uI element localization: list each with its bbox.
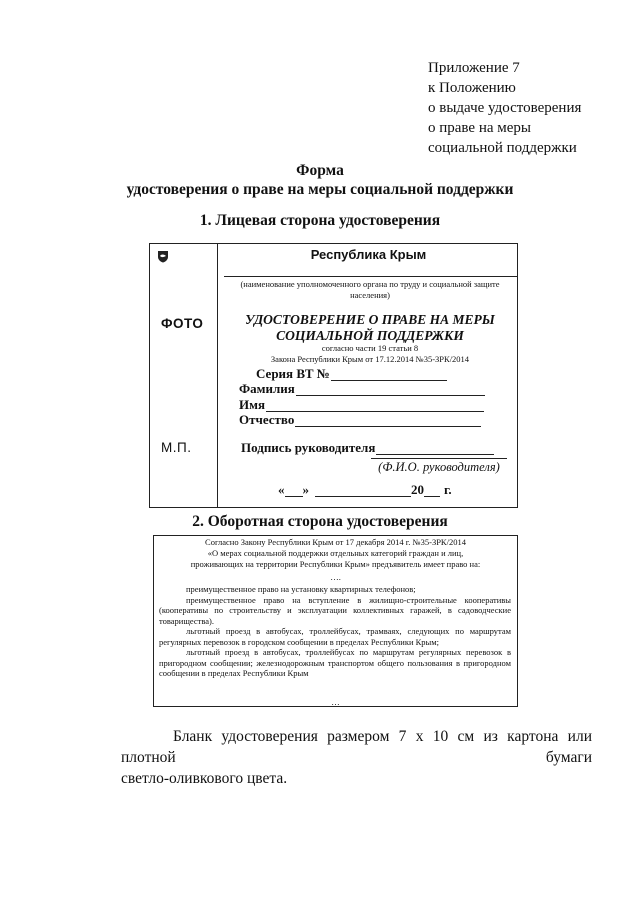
rights-list [159, 584, 511, 679]
appendix-line: социальной поддержки [428, 140, 577, 156]
legal-basis-line: Закона Республики Крым от 17.12.2014 №35-ЗРК/2014 [270, 354, 470, 364]
appendix-reference [428, 58, 581, 158]
certificate-front-card [149, 243, 518, 508]
certificate-title [230, 312, 510, 344]
back-ellipsis: …. [330, 572, 341, 582]
front-side-heading: 1. Лицевая сторона удостоверения [199, 212, 441, 229]
appendix-line: о праве на меры [428, 120, 532, 136]
organ-caption: (наименование уполномоченного органа по труду и социальной защите населения) [240, 279, 500, 300]
republic-name: Республика Крым [310, 247, 427, 262]
patronymic-field [239, 412, 481, 427]
rights-item: преимущественное право на установку квартирных телефонов; [186, 584, 416, 594]
appendix-line: к Положению [428, 80, 516, 96]
appendix-line: о выдаче удостоверения [428, 100, 582, 116]
patronymic-label: Отчество [239, 412, 295, 427]
surname-blank-line [296, 384, 485, 396]
date-close-quote: » [302, 482, 309, 497]
back-ellipsis-end: … [331, 697, 340, 707]
appendix-line: Приложение 7 [428, 60, 520, 76]
organ-name-line [224, 276, 518, 277]
series-label: Серия ВТ № [256, 366, 330, 381]
date-year-blank [424, 485, 440, 497]
rights-item: льготный проезд в автобусах, троллейбусах по маршрутам регулярных перевозок в пригородном сообщении; железнодорожным транспортом общего пользования в пригородном сообщении в пределах Республики Крым [159, 647, 511, 678]
blank-description-line: Бланк удостоверения размером 7 х 10 см из картона или плотной бумаги [121, 728, 592, 766]
patronymic-blank-line [295, 415, 481, 427]
rights-item: преимущественное право на вступление в жилищно-строительные кооперативы (кооперативы по строительству и эксплуатации коллективных гаражей, в садоводческие товарищества). [159, 594, 511, 626]
form-title: Форма [296, 162, 344, 179]
issue-date-field [278, 482, 452, 497]
date-year-prefix: 20 [411, 482, 424, 497]
signature-caption: (Ф.И.О. руководителя) [371, 458, 507, 476]
name-label: Имя [239, 397, 265, 412]
signature-blank-line [376, 443, 494, 455]
back-intro-line: Согласно Закону Республики Крым от 17 декабря 2014 г. №35-ЗРК/2014 [205, 537, 466, 547]
photo-label: ФОТО [161, 316, 204, 331]
series-number-field [256, 366, 447, 381]
rights-item: льготный проезд в автобусах, троллейбусах, трамваях, следующих по маршрутам регулярных перевозок в городском сообщении в пределах Республики Крым; [159, 626, 511, 647]
blank-description-line: светло-оливкового цвета. [121, 770, 288, 787]
back-intro-line: «О мерах социальной поддержки отдельных категорий граждан и лиц, [207, 548, 464, 558]
series-blank-line [331, 369, 447, 381]
certificate-back-card [153, 535, 518, 707]
name-blank-line [266, 400, 484, 412]
date-year-suffix: г. [444, 482, 452, 497]
form-subtitle: удостоверения о праве на меры социальной поддержки [126, 181, 514, 198]
stamp-place-label: М.П. [161, 440, 192, 455]
back-side-heading: 2. Оборотная сторона удостоверения [192, 513, 448, 530]
legal-basis [230, 343, 510, 365]
signature-label: Подпись руководителя [241, 440, 376, 455]
date-open-quote: « [278, 482, 285, 497]
date-day-blank [285, 485, 303, 497]
date-month-blank [315, 485, 411, 497]
back-intro-line: проживающих на территории Республики Крым» предъявитель имеет право на: [190, 559, 481, 569]
certificate-title-line: УДОСТОВЕРЕНИЕ О ПРАВЕ НА МЕРЫ [245, 312, 495, 327]
legal-basis-line: согласно части 19 статьи 8 [321, 343, 419, 353]
name-field [239, 397, 484, 412]
surname-label: Фамилия [239, 381, 295, 396]
blank-description [121, 726, 592, 789]
photo-column [150, 244, 218, 507]
certificate-title-line: СОЦИАЛЬНОЙ ПОДДЕРЖКИ [276, 328, 464, 343]
signature-field [241, 440, 494, 455]
surname-field [239, 381, 485, 396]
crimea-emblem-icon [157, 250, 169, 263]
